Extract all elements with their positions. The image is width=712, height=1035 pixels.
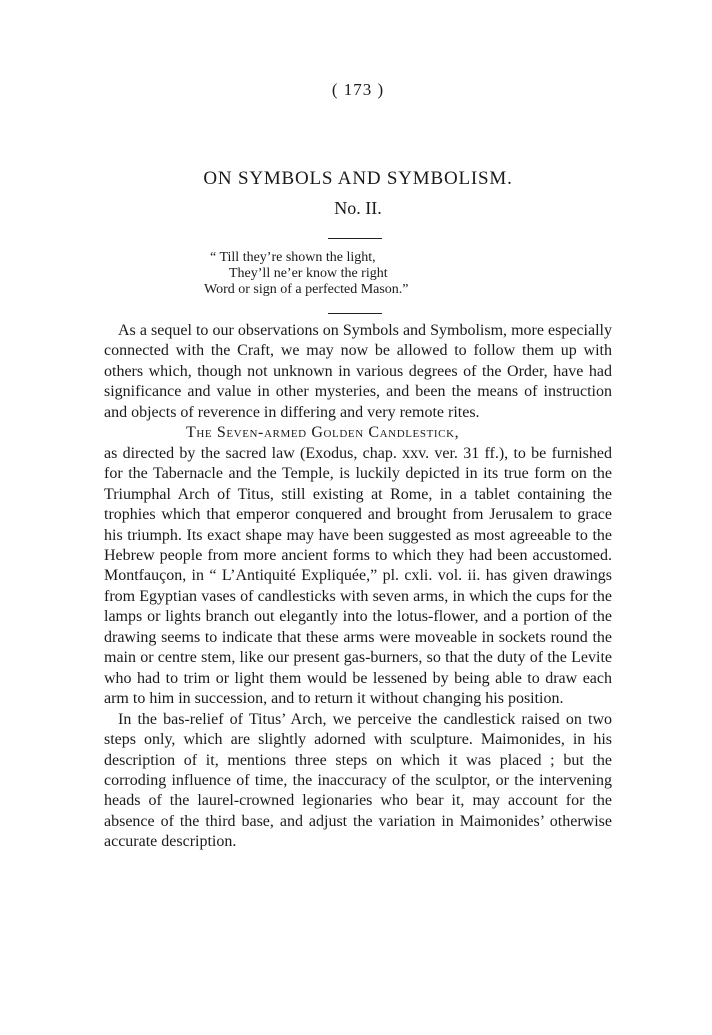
divider-rule-top (328, 238, 382, 239)
paragraph-bas-relief: In the bas-relief of Titus’ Arch, we perceive the candlestick raised on two steps only, which are slightly adorned with sculpture. Maimonides, in his description of it, mentions three steps on which it was placed ; but the corroding influence of time, the inaccuracy of the sculptor, or the intervening heads of the laurel-crowned legionaries who bear it, may account for the absence of the third base, and adjust the variation in Maimonides’ otherwise accurate description. (104, 710, 612, 851)
paragraph-intro: As a sequel to our observations on Symbols and Symbolism, more especially connected with the Craft, we may now be allowed to follow them up with others which, though not unknown in various degrees of the Order, have had significance and value in other mysteries, and been the means of instruction and objects of reverence in differing and very remote rites. (104, 322, 612, 421)
paragraph-candlestick: as directed by the sacred law (Exodus, chap. xxv. ver. 31 ff.), to be furnished for the Tabernacle and the Temple, is luckily depicted in its true form on the Triumphal Arch of Titus, still existing at Rome, in a tablet containing the trophies which that emperor conquered and brought from Jerusalem to grace his triumph. Its exact shape may have been suggested as most agreeable to the Hebrew people from more ancient forms to which they had been accustomed. Montfauçon, in “ L’Antiquité Expliquée,” pl. cxli. vol. ii. has given drawings from Egyptian vases of candlesticks with seven arms, in which the cups for the lamps or lights branch out elegantly into the lotus-flower, and a portion of the drawing seems to indicate that these arms were moveable in sockets round the main or centre stem, like our present gas-burners, so that the duty of the Levite who had to trim or light them would be lessened by being able to draw each arm to him in succession, and to return it without changing his position. (104, 444, 612, 708)
epigraph-line-1: “ Till they’re shown the light, (210, 250, 376, 265)
section-heading: The Seven-armed Golden Candlestick, (186, 424, 460, 442)
article-body (104, 321, 612, 853)
epigraph (104, 250, 612, 298)
epigraph-line-2: They’ll ne’er know the right (229, 266, 388, 281)
epigraph-line-3: Word or sign of a perfected Mason.” (204, 282, 409, 297)
divider-rule-bottom (328, 313, 382, 314)
article-title: ON SYMBOLS AND SYMBOLISM. (203, 168, 513, 189)
article-subtitle: No. II. (334, 198, 382, 218)
page-number: ( 173 ) (331, 80, 385, 99)
